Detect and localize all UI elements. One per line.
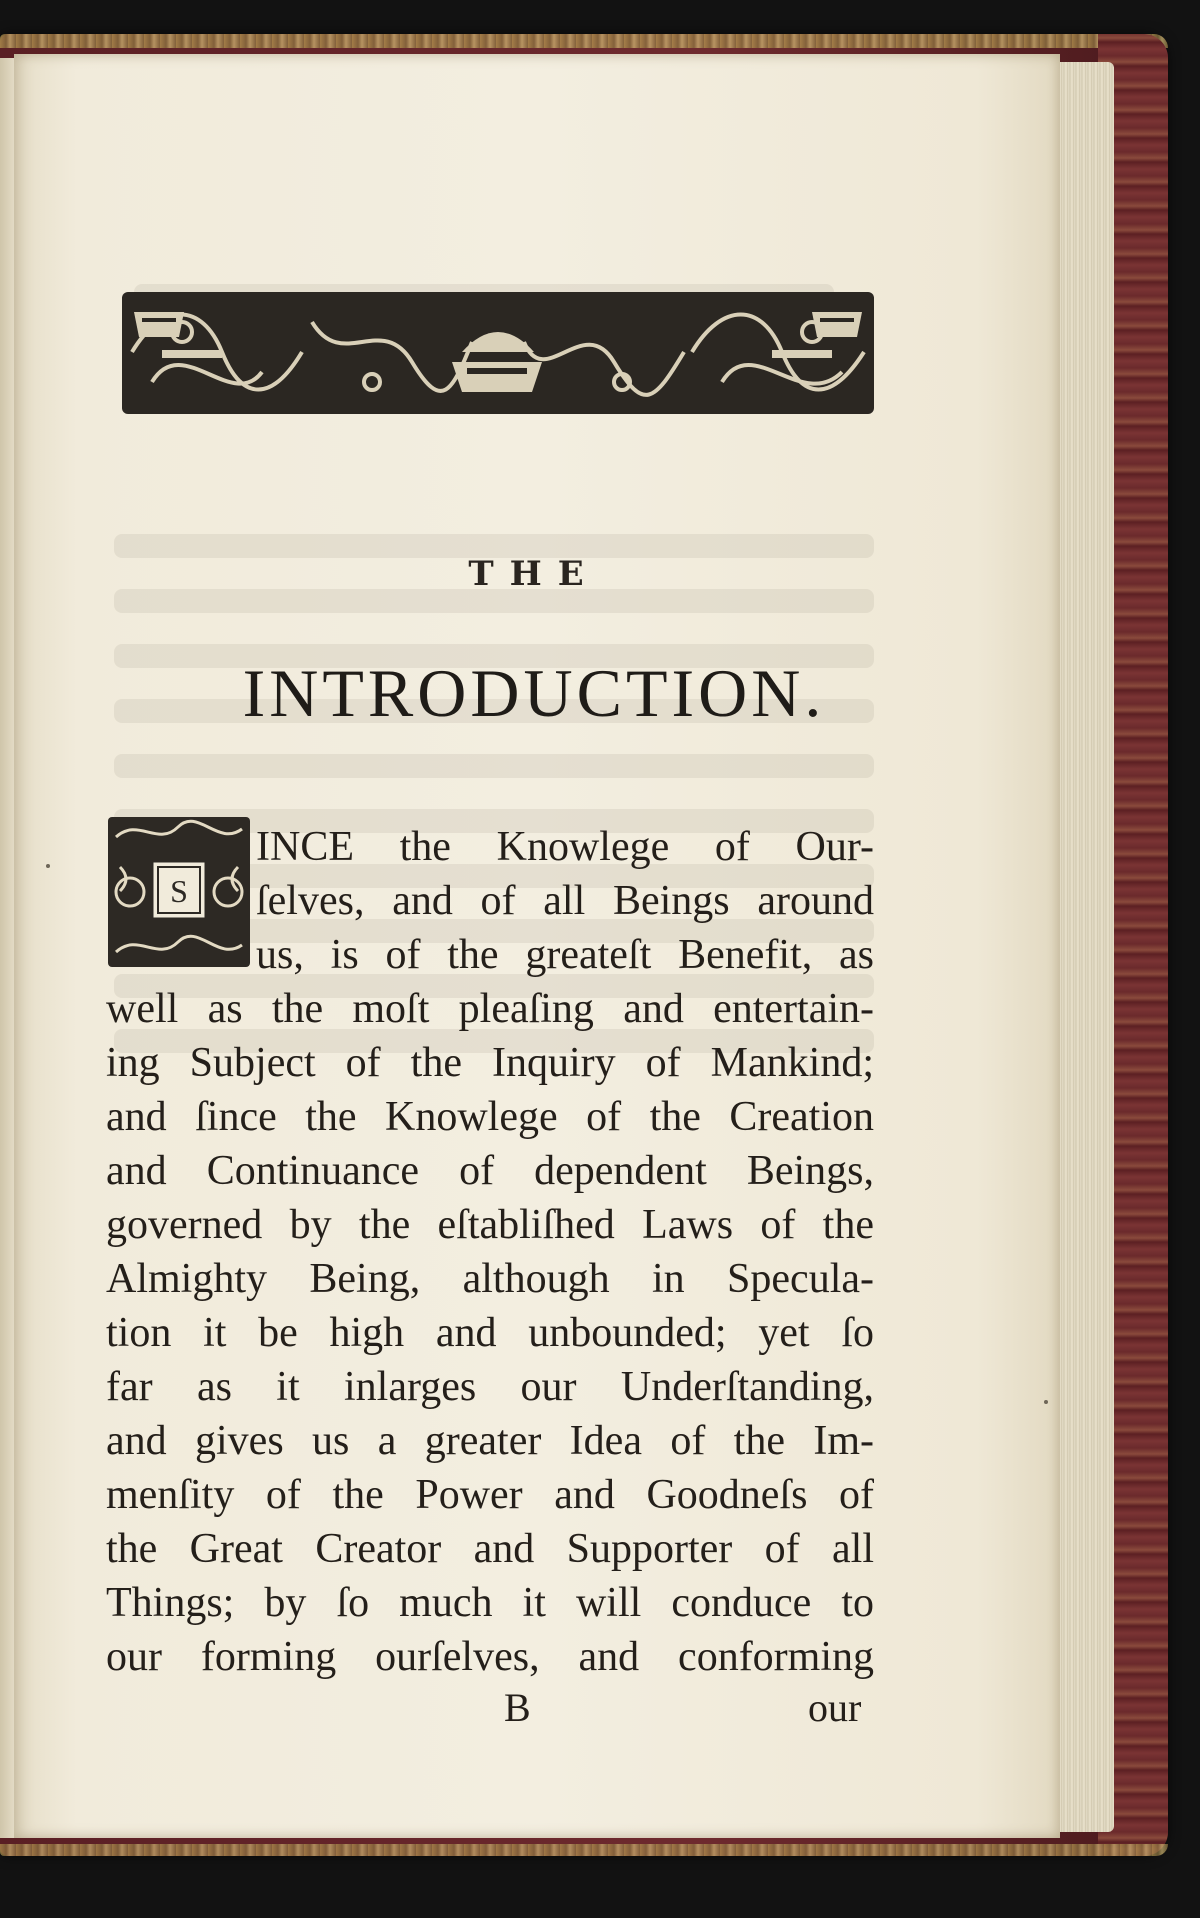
gilt-edge-top [0,34,1168,48]
text-line: our forming ourſelves, and conforming [106,1634,874,1680]
text-line: well as the moſt pleaſing and entertain- [106,986,874,1032]
book-page [14,54,1060,1838]
headpiece-ornament [122,292,874,414]
text-line: Almighty Being, although in Specula- [106,1256,874,1302]
text-line: Things; by ſo much it will conduce to [106,1580,874,1626]
signature-mark: B [504,1685,531,1730]
text-line: far as it inlarges our Underſtanding, [106,1364,874,1410]
text-line: us, is of the greateſt Benefit, as [256,932,874,978]
text-line: tion it be high and unbounded; yet ſo [106,1310,874,1356]
text-line: ing Subject of the Inquiry of Mankind; [106,1040,874,1086]
text-line: and gives us a greater Idea of the Im- [106,1418,874,1464]
catchword: our [808,1685,862,1730]
body-text [106,820,874,1684]
text-line: menſity of the Power and Goodneſs of [106,1472,874,1518]
text-line: governed by the eſtabliſhed Laws of the [106,1202,874,1248]
text-line: the Great Creator and Supporter of all [106,1526,874,1572]
gilt-edge-bottom [0,1844,1168,1856]
paper-speck [1044,1400,1048,1404]
heading-the: THE [468,554,600,594]
text-line: and ſince the Knowlege of the Creation [106,1094,874,1140]
text-line: ſelves, and of all Beings around [256,878,874,924]
heading-introduction: INTRODUCTION. [242,655,826,731]
text-line: INCE the Knowlege of Our- [256,824,874,870]
paper-speck [46,864,50,868]
initial-letter: S [170,873,188,909]
text-line: and Continuance of dependent Beings, [106,1148,874,1194]
